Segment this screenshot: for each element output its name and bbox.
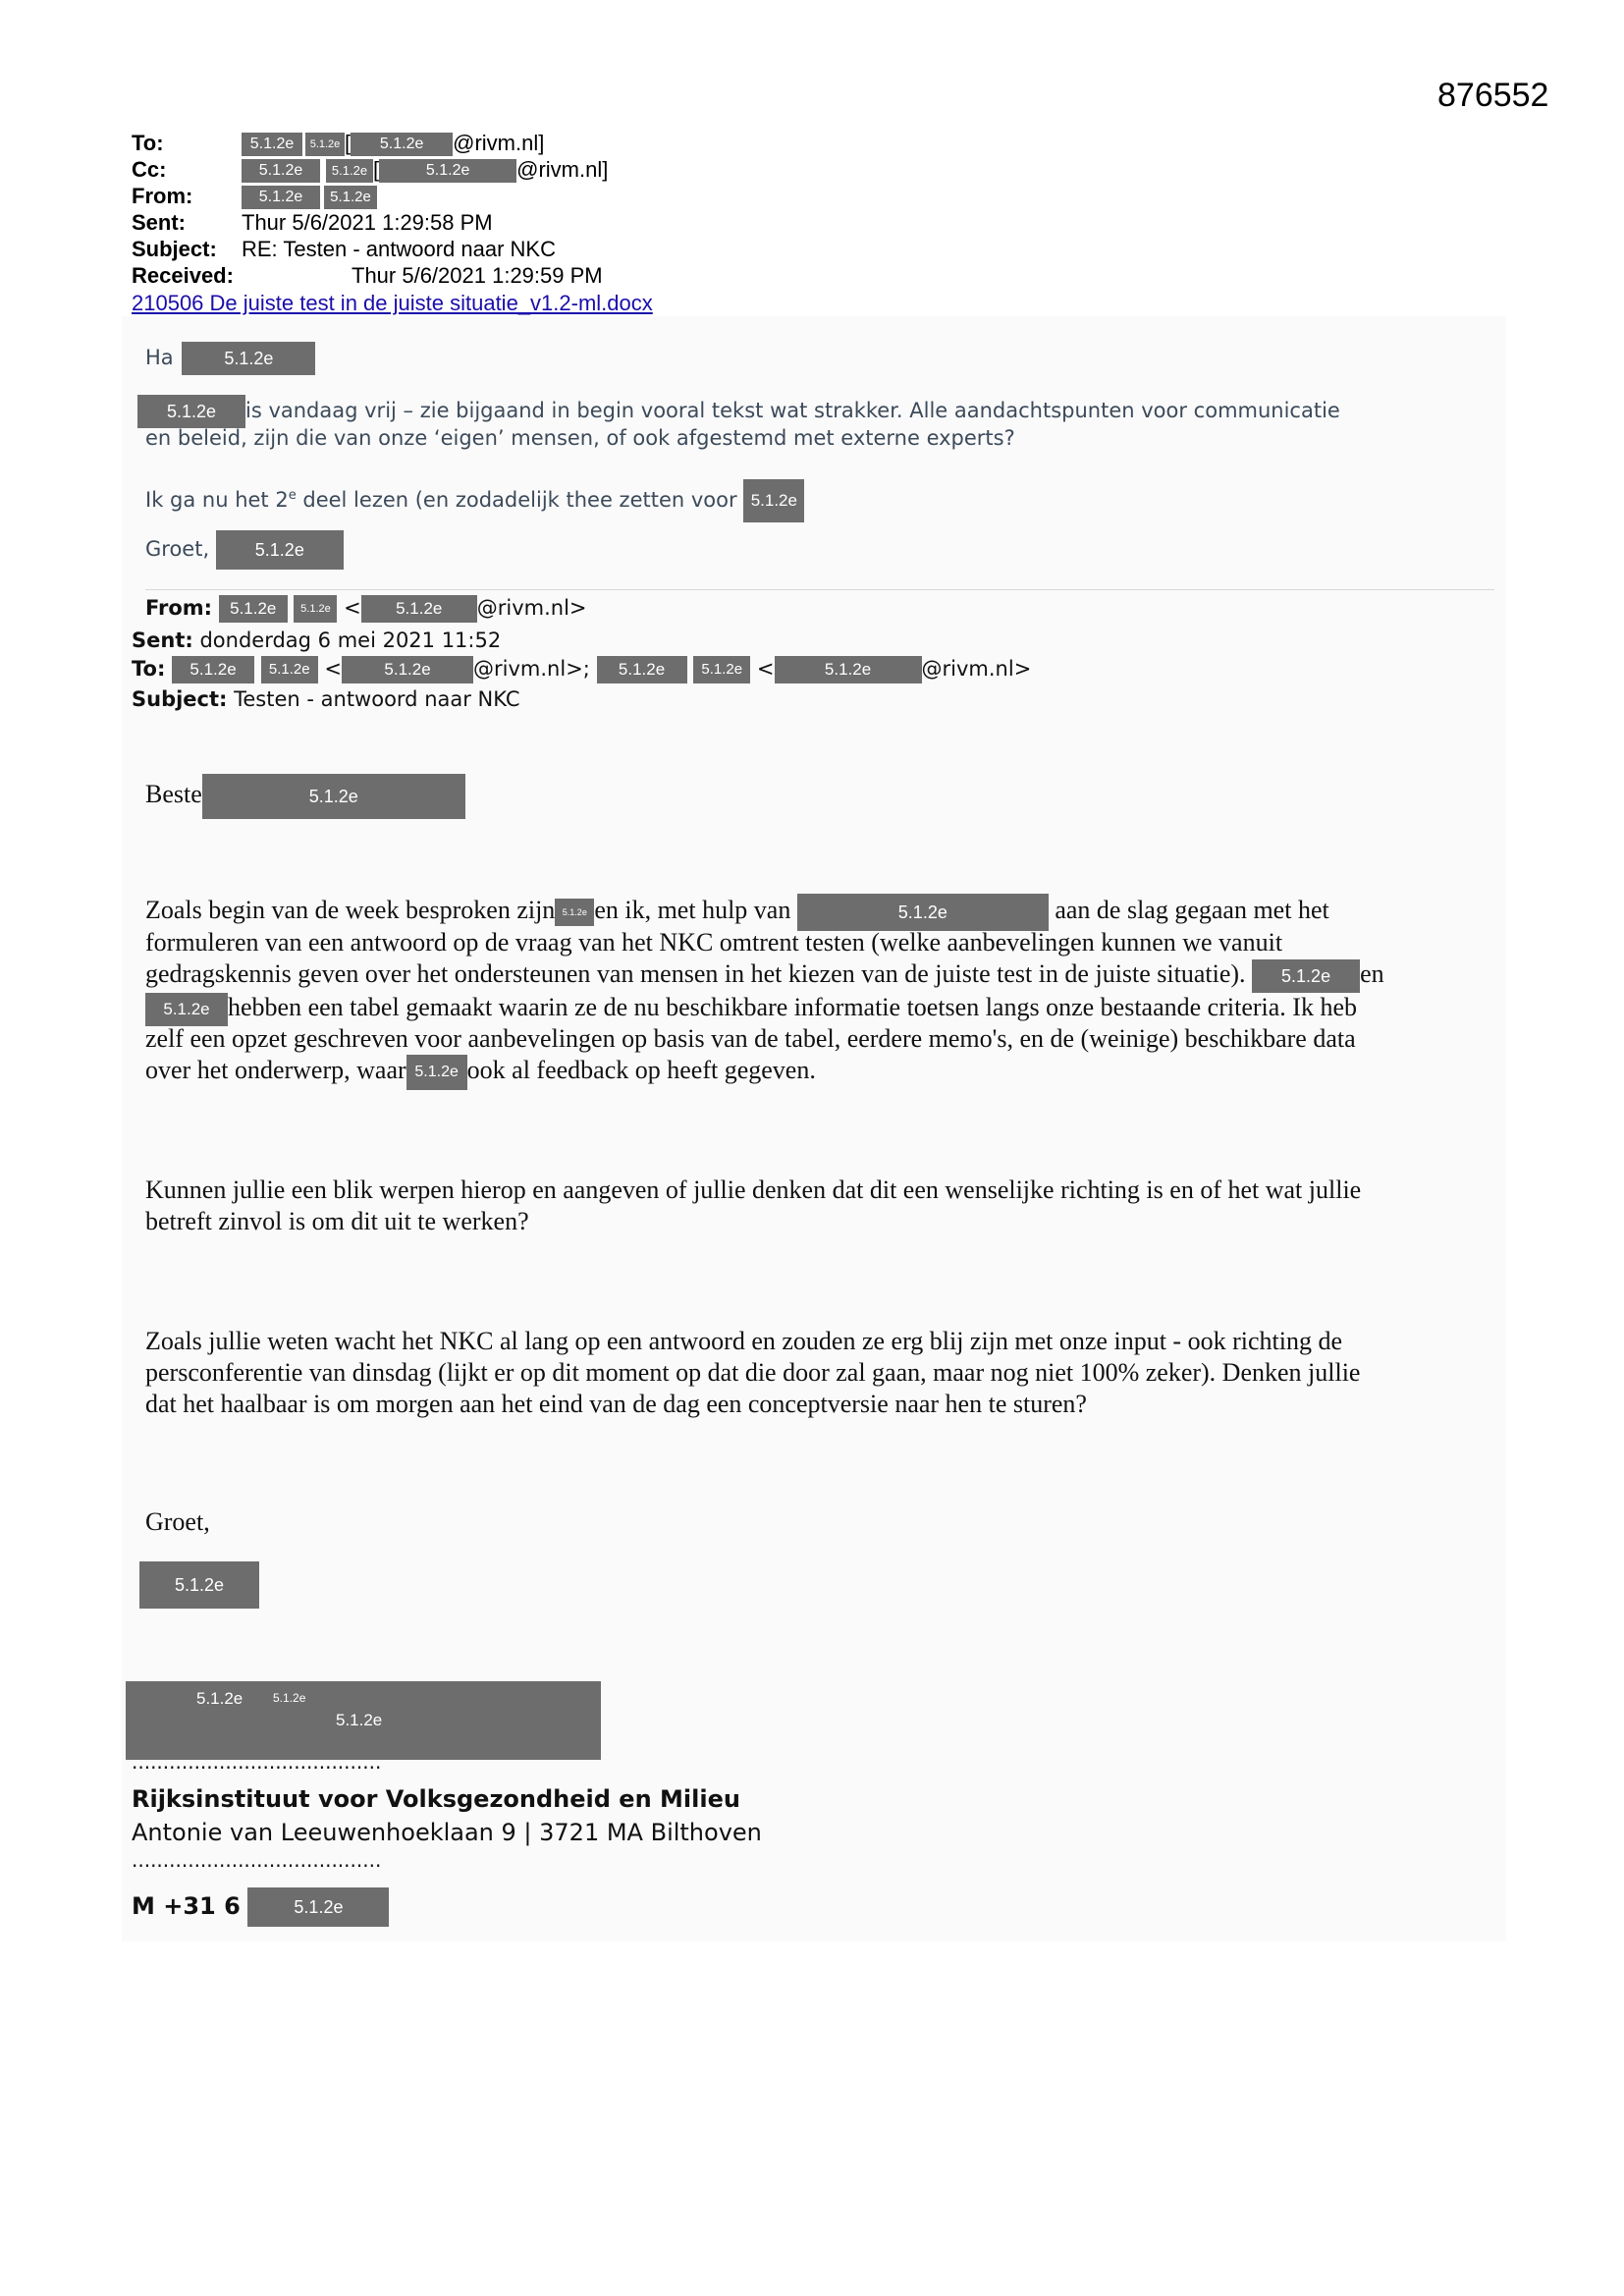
text: aan de slag gegaan met het — [1055, 895, 1329, 924]
fwd-sent-label: Sent: — [132, 629, 193, 652]
cc-label: Cc: — [132, 157, 167, 182]
fwd-to-email-2: @rivm.nl> — [921, 657, 1032, 681]
redaction: 5.1.2e — [1252, 959, 1360, 993]
redaction: 5.1.2e — [597, 656, 687, 683]
redaction: 5.1.2e — [172, 656, 254, 683]
reply-closing — [145, 530, 344, 570]
body-p1-line5: zelf een opzet geschreven voor aanbevelingen op basis van de tabel, eerdere memo's, en de (weinige) beschikbare data — [145, 1024, 1356, 1053]
fwd-to-email-1: @rivm.nl>; — [473, 657, 590, 681]
text: hebben een tabel gemaakt waarin ze de nu beschikbare informatie toetsen langs onze bestaande criteria. Ik heb — [228, 993, 1357, 1021]
redaction: 5.1.2e — [219, 595, 288, 623]
redaction: 5.1.2e — [139, 1561, 259, 1609]
redaction: 5.1.2e — [305, 133, 345, 156]
from-value — [242, 183, 377, 209]
to-email-suffix: @rivm.nl] — [453, 131, 545, 155]
redaction: 5.1.2e — [555, 899, 594, 926]
text: en — [1360, 959, 1384, 988]
attachment-link[interactable]: 210506 De juiste test in de juiste situatie_v1.2-ml.docx — [132, 291, 653, 315]
sent-label: Sent: — [132, 210, 186, 235]
fwd-from-row: From: 5.1.2e 5.1.2e < 5.1.2e @rivm.nl> — [145, 595, 587, 623]
fwd-to-label: To: — [132, 657, 166, 681]
document-id: 876552 — [1437, 77, 1549, 114]
redaction: 5.1.2e — [202, 774, 465, 819]
signature-org: Rijksinstituut voor Volksgezondheid en Milieu — [132, 1785, 740, 1813]
signature-phone — [132, 1887, 389, 1927]
body-salutation-text: Beste — [145, 779, 202, 808]
redaction: 5.1.2e — [775, 656, 922, 683]
redaction: 5.1.2e — [182, 342, 315, 375]
text: Zoals begin van de week besproken zijn — [145, 895, 556, 924]
fwd-sent-row — [132, 629, 501, 652]
body-closing: Groet, — [145, 1507, 210, 1536]
redaction: 5.1.2e — [351, 133, 453, 156]
redaction: 5.1.2e — [693, 656, 750, 683]
redaction: 5.1.2e — [145, 993, 228, 1026]
to-value: 5.1.2e 5.1.2e [ 5.1.2e @rivm.nl] — [242, 130, 544, 156]
signature-dots-bottom: ........................................ — [132, 1848, 382, 1872]
redaction: 5.1.2e — [336, 1711, 383, 1729]
reply-line-3-post: deel lezen (en zodadelijk thee zetten voor — [296, 488, 737, 512]
redaction: 5.1.2e — [379, 159, 516, 183]
body-p1-line6 — [145, 1055, 816, 1090]
fwd-from-email: @rivm.nl> — [476, 596, 587, 620]
redaction: 5.1.2e — [294, 595, 337, 623]
reply-greeting-text: Ha — [145, 346, 174, 369]
redaction: 5.1.2e — [196, 1689, 244, 1708]
redaction: 5.1.2e — [261, 656, 318, 683]
separator-line — [145, 589, 1494, 590]
fwd-subject-value: Testen - antwoord naar NKC — [234, 687, 520, 711]
redaction: 5.1.2e — [242, 159, 320, 183]
fwd-subject-label: Subject: — [132, 687, 228, 711]
redaction: 5.1.2e — [797, 894, 1049, 931]
body-p3-line3: dat het haalbaar is om morgen aan het eind van de dag een conceptversie naar hen te sturen? — [145, 1390, 1087, 1418]
body-p1-line3 — [145, 958, 1384, 993]
reply-line-3-sup: e — [288, 488, 297, 503]
from-label: From: — [132, 184, 193, 208]
fwd-to-row: To: 5.1.2e 5.1.2e < 5.1.2e @rivm.nl>; 5.1.2e 5.1.2e < 5.1.2e @rivm.nl> — [132, 656, 1031, 683]
cc-value: 5.1.2e 5.1.2e [ 5.1.2e @rivm.nl] — [242, 156, 608, 183]
body-p3-line1: Zoals jullie weten wacht het NKC al lang op een antwoord en zouden ze erg blij zijn met onze input - ook richting de — [145, 1327, 1342, 1355]
redaction: 5.1.2e — [342, 656, 473, 683]
subject-value: RE: Testen - antwoord naar NKC — [242, 237, 556, 261]
body-p2-line2: betreft zinvol is om dit uit te werken? — [145, 1207, 529, 1235]
signature-phone-prefix: M +31 6 — [132, 1892, 241, 1920]
fwd-from-label: From: — [145, 596, 213, 620]
redaction: 5.1.2e — [242, 133, 302, 156]
body-p2-line1: Kunnen jullie een blik werpen hierop en aangeven of jullie denken dat dit een wenselijke richting is en of het wat jullie — [145, 1175, 1362, 1204]
text: ook al feedback op heeft gegeven. — [466, 1056, 816, 1084]
sent-value: Thur 5/6/2021 1:29:58 PM — [242, 210, 493, 235]
redaction: 5.1.2e — [273, 1691, 306, 1705]
redaction: 5.1.2e — [406, 1055, 467, 1090]
signature-dots-top: ........................................ — [132, 1750, 382, 1774]
body-p1-line1 — [145, 894, 1329, 931]
subject-label: Subject: — [132, 237, 217, 261]
body-p3-line2: persconferentie van dinsdag (lijkt er op dit moment op dat die door zal gaan, maar nog niet 100% zeker). Denken jullie — [145, 1358, 1361, 1387]
received-value: Thur 5/6/2021 1:29:59 PM — [352, 263, 603, 288]
signature-redaction-block — [126, 1681, 601, 1760]
reply-closing-text: Groet, — [145, 537, 210, 561]
signature-address: Antonie van Leeuwenhoeklaan 9 | 3721 MA Bilthoven — [132, 1819, 762, 1846]
text: gedragskennis geven over het ondersteunen van mensen in het kiezen van de juiste test in de juiste situatie). — [145, 959, 1246, 988]
fwd-sent-value: donderdag 6 mei 2021 11:52 — [199, 629, 502, 652]
body-p1-line4 — [145, 992, 1357, 1026]
redaction: 5.1.2e — [216, 530, 344, 570]
redaction: 5.1.2e — [326, 159, 373, 183]
reply-greeting — [145, 342, 315, 375]
fwd-subject-row — [132, 687, 520, 711]
reply-line-1-text: is vandaag vrij – zie bijgaand in begin vooral tekst wat strakker. Alle aandachtspunten voor communicatie — [245, 399, 1340, 422]
redaction: 5.1.2e — [247, 1887, 389, 1927]
reply-line-3-pre: Ik ga nu het 2 — [145, 488, 289, 512]
body-salutation — [145, 774, 465, 819]
reply-line-3 — [145, 479, 804, 522]
redaction: 5.1.2e — [361, 595, 477, 623]
body-p1-line2: formuleren van een antwoord op de vraag van het NKC omtrent testen (welke aanbevelingen kunnen we vanuit — [145, 928, 1283, 957]
redaction: 5.1.2e — [137, 395, 245, 428]
redaction: 5.1.2e — [743, 479, 804, 522]
cc-email-suffix: @rivm.nl] — [516, 157, 609, 182]
received-label: Received: — [132, 263, 234, 288]
reply-line-2: en beleid, zijn die van onze ‘eigen’ mensen, of ook afgestemd met externe experts? — [145, 426, 1015, 450]
text: en ik, met hulp van — [594, 895, 791, 924]
text: over het onderwerp, waar — [145, 1056, 406, 1084]
redaction: 5.1.2e — [324, 186, 377, 209]
redaction: 5.1.2e — [242, 186, 320, 209]
to-label: To: — [132, 131, 164, 155]
reply-line-1 — [137, 395, 1340, 428]
